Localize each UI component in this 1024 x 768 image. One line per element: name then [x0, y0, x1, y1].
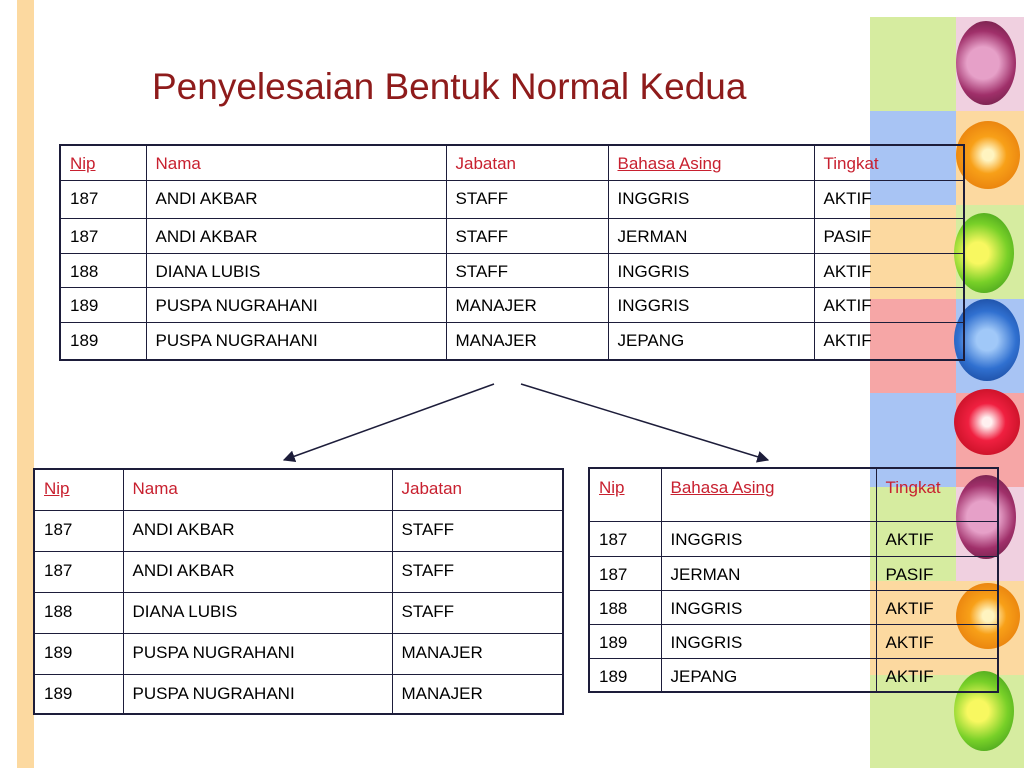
table-cell: AKTIF — [876, 624, 998, 658]
table-cell: INGGRIS — [661, 590, 876, 624]
header-cell: Nama — [123, 469, 392, 510]
table-cell: MANAJER — [446, 287, 608, 322]
table-cell: INGGRIS — [608, 180, 814, 218]
table-cell: 189 — [34, 674, 123, 714]
table-cell: PUSPA NUGRAHANI — [146, 322, 446, 360]
table-cell: JERMAN — [608, 218, 814, 253]
table-cell: PUSPA NUGRAHANI — [123, 633, 392, 674]
table-cell: INGGRIS — [661, 624, 876, 658]
table-cell: JEPANG — [608, 322, 814, 360]
table-cell: 188 — [60, 253, 146, 287]
table-cell: PASIF — [814, 218, 964, 253]
table-cell: STAFF — [392, 551, 563, 592]
table-cell: 189 — [60, 322, 146, 360]
table-cell: PUSPA NUGRAHANI — [123, 674, 392, 714]
table-cell: ANDI AKBAR — [146, 218, 446, 253]
table-cell: 187 — [589, 556, 661, 590]
table-cell: 188 — [34, 592, 123, 633]
header-cell: Nip — [34, 469, 123, 510]
table-cell: 187 — [60, 180, 146, 218]
table-cell: INGGRIS — [661, 521, 876, 556]
table-cell: AKTIF — [876, 521, 998, 556]
table-cell: ANDI AKBAR — [123, 551, 392, 592]
table-cell: AKTIF — [814, 287, 964, 322]
table-cell: JERMAN — [661, 556, 876, 590]
header-cell: Nama — [146, 145, 446, 180]
table-cell: STAFF — [446, 180, 608, 218]
table-cell: 189 — [60, 287, 146, 322]
header-cell: Bahasa Asing — [661, 468, 876, 521]
table-cell: AKTIF — [814, 253, 964, 287]
table-cell: AKTIF — [814, 180, 964, 218]
header-cell: Jabatan — [446, 145, 608, 180]
slide-title: Penyelesaian Bentuk Normal Kedua — [152, 66, 747, 107]
table-cell: MANAJER — [392, 633, 563, 674]
table-cell: 189 — [589, 624, 661, 658]
table-cell: 187 — [34, 551, 123, 592]
table-cell: PASIF — [876, 556, 998, 590]
table-cell: STAFF — [446, 253, 608, 287]
header-cell: Jabatan — [392, 469, 563, 510]
table-cell: MANAJER — [392, 674, 563, 714]
arrow-left — [284, 384, 494, 460]
header-cell: Nip — [589, 468, 661, 521]
table-cell: AKTIF — [876, 590, 998, 624]
table-cell: INGGRIS — [608, 253, 814, 287]
table-cell: 187 — [34, 510, 123, 551]
table-cell: AKTIF — [814, 322, 964, 360]
table-cell: 187 — [60, 218, 146, 253]
table-cell: 188 — [589, 590, 661, 624]
header-cell: Nip — [60, 145, 146, 180]
arrow-right — [521, 384, 768, 460]
table-cell: ANDI AKBAR — [146, 180, 446, 218]
table-cell: JEPANG — [661, 658, 876, 692]
table-cell: STAFF — [446, 218, 608, 253]
table-cell: INGGRIS — [608, 287, 814, 322]
table-cell: STAFF — [392, 510, 563, 551]
header-cell: Tingkat — [814, 145, 964, 180]
table-cell: STAFF — [392, 592, 563, 633]
table-cell: DIANA LUBIS — [123, 592, 392, 633]
table-cell: ANDI AKBAR — [123, 510, 392, 551]
table-cell: 187 — [589, 521, 661, 556]
table-cell: AKTIF — [876, 658, 998, 692]
header-cell: Tingkat — [876, 468, 998, 521]
table-cell: MANAJER — [446, 322, 608, 360]
table-cell: DIANA LUBIS — [146, 253, 446, 287]
table-cell: 189 — [589, 658, 661, 692]
table-cell: PUSPA NUGRAHANI — [146, 287, 446, 322]
header-cell: Bahasa Asing — [608, 145, 814, 180]
table-cell: 189 — [34, 633, 123, 674]
